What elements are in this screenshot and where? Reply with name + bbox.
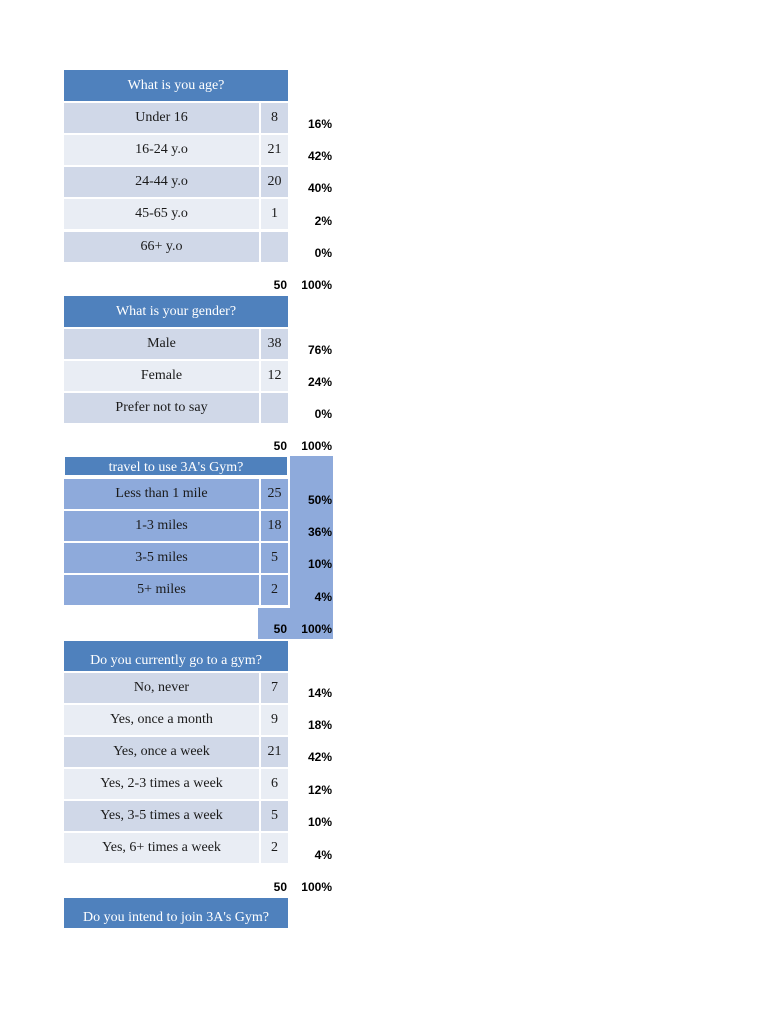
- row-label: Less than 1 mile: [64, 479, 259, 509]
- row-percent: 10%: [307, 815, 332, 829]
- row-count: 5: [261, 801, 288, 831]
- row-count: 18: [261, 511, 288, 541]
- table-row: [64, 801, 288, 831]
- table-row: [64, 705, 288, 735]
- table-row: [64, 769, 288, 799]
- row-count: 21: [261, 737, 288, 767]
- row-count: 8: [261, 103, 288, 133]
- table-row: [64, 167, 288, 197]
- total-count: 50: [273, 880, 287, 894]
- table-row: [64, 833, 288, 863]
- row-label: Yes, once a week: [64, 737, 259, 767]
- distance-question-header: travel to use 3A's Gym?: [64, 456, 288, 476]
- table-row: [64, 361, 288, 391]
- row-count: 6: [261, 769, 288, 799]
- row-count: 12: [261, 361, 288, 391]
- age-question-header: What is you age?: [64, 70, 288, 101]
- row-count: [261, 232, 288, 262]
- row-percent: 42%: [307, 149, 332, 163]
- row-label: 66+ y.o: [64, 232, 259, 262]
- row-label: Female: [64, 361, 259, 391]
- row-label: 45-65 y.o: [64, 199, 259, 229]
- gender-question-header: What is your gender?: [64, 296, 288, 327]
- total-count: 50: [273, 622, 287, 636]
- total-count: 50: [273, 278, 287, 292]
- row-label: 24-44 y.o: [64, 167, 259, 197]
- row-count: 2: [261, 575, 288, 605]
- row-label: No, never: [64, 673, 259, 703]
- gym-frequency-question-header: Do you currently go to a gym?: [64, 641, 288, 671]
- row-label: 1-3 miles: [64, 511, 259, 541]
- row-percent: 42%: [307, 750, 332, 764]
- row-count: 7: [261, 673, 288, 703]
- row-percent: 10%: [307, 557, 332, 571]
- row-count: 1: [261, 199, 288, 229]
- table-row: [64, 393, 288, 423]
- table-row: [64, 575, 288, 605]
- row-percent: 40%: [307, 181, 332, 195]
- selection-highlight: [290, 456, 333, 639]
- row-label: Prefer not to say: [64, 393, 259, 423]
- row-percent: 2%: [314, 214, 332, 228]
- row-label: Yes, once a month: [64, 705, 259, 735]
- row-percent: 12%: [307, 783, 332, 797]
- row-label: 16-24 y.o: [64, 135, 259, 165]
- total-percent: 100%: [301, 278, 332, 292]
- table-row: [64, 329, 288, 359]
- row-percent: 14%: [307, 686, 332, 700]
- table-row: [64, 511, 288, 541]
- row-count: [261, 393, 288, 423]
- table-row: [64, 199, 288, 229]
- table-row: [64, 103, 288, 133]
- table-row: [64, 135, 288, 165]
- row-label: Yes, 2-3 times a week: [64, 769, 259, 799]
- table-row: [64, 232, 288, 262]
- row-label: Male: [64, 329, 259, 359]
- row-count: 9: [261, 705, 288, 735]
- join-intent-question-header: Do you intend to join 3A's Gym?: [64, 898, 288, 928]
- row-percent: 16%: [307, 117, 332, 131]
- row-percent: 0%: [314, 407, 332, 421]
- row-count: 38: [261, 329, 288, 359]
- row-label: 5+ miles: [64, 575, 259, 605]
- total-percent: 100%: [301, 880, 332, 894]
- table-row: [64, 673, 288, 703]
- row-label: Yes, 6+ times a week: [64, 833, 259, 863]
- table-row: [64, 479, 288, 509]
- row-percent: 18%: [307, 718, 332, 732]
- row-label: Yes, 3-5 times a week: [64, 801, 259, 831]
- row-count: 20: [261, 167, 288, 197]
- table-row: [64, 543, 288, 573]
- row-count: 21: [261, 135, 288, 165]
- row-count: 5: [261, 543, 288, 573]
- total-count: 50: [273, 439, 287, 453]
- row-count: 2: [261, 833, 288, 863]
- row-percent: 76%: [307, 343, 332, 357]
- row-percent: 0%: [314, 246, 332, 260]
- row-percent: 50%: [307, 493, 332, 507]
- row-percent: 24%: [307, 375, 332, 389]
- row-percent: 4%: [314, 590, 332, 604]
- total-percent: 100%: [301, 439, 332, 453]
- row-percent: 36%: [307, 525, 332, 539]
- row-label: 3-5 miles: [64, 543, 259, 573]
- total-percent: 100%: [301, 622, 332, 636]
- row-label: Under 16: [64, 103, 259, 133]
- row-percent: 4%: [314, 848, 332, 862]
- row-count: 25: [261, 479, 288, 509]
- table-row: [64, 737, 288, 767]
